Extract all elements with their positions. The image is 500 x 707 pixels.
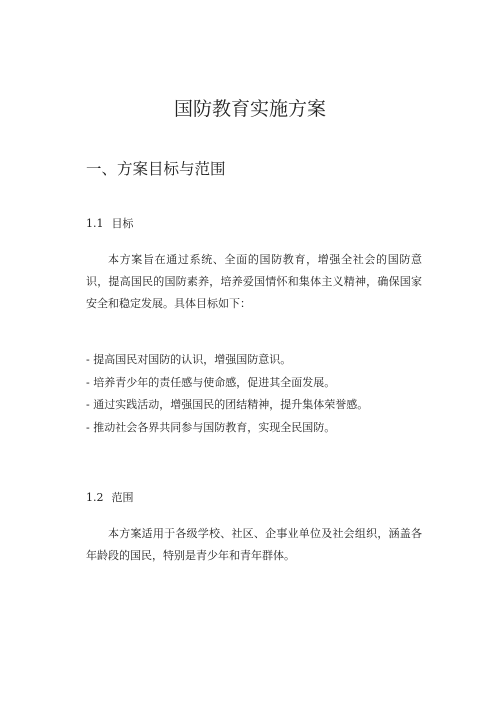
scope-paragraph: 本方案适用于各级学校、社区、企事业单位及社会组织，涵盖各年龄段的国民，特别是青少年和青年群体。: [86, 527, 422, 562]
goals-paragraph: 本方案旨在通过系统、全面的国防教育，增强全社会的国防意识，提高国民的国防素养，培养爱国情怀和集体主义精神，确保国家安全和稳定发展。具体目标如下：: [86, 253, 422, 310]
list-item: - 推动社会各界共同参与国防教育，实现全民国防。: [86, 420, 336, 434]
list-item: - 通过实践活动，增强国民的团结精神，提升集体荣誉感。: [86, 398, 369, 411]
section-heading: 一、方案目标与范围: [86, 160, 226, 178]
subsection-number: 1.1: [86, 217, 104, 230]
subsection-label: 目标: [111, 217, 134, 230]
list-item: - 提高国民对国防的认识，增强国防意识。: [86, 353, 292, 366]
subsection-label: 范围: [111, 491, 134, 504]
subsection-heading-goals: [86, 216, 134, 232]
goals-bullet-list: [86, 349, 426, 439]
subsection-number: 1.2: [86, 491, 104, 504]
list-item: - 培养青少年的责任感与使命感，促进其全面发展。: [86, 375, 336, 389]
subsection-heading-scope: [86, 490, 134, 506]
document-title: 国防教育实施方案: [173, 98, 326, 120]
